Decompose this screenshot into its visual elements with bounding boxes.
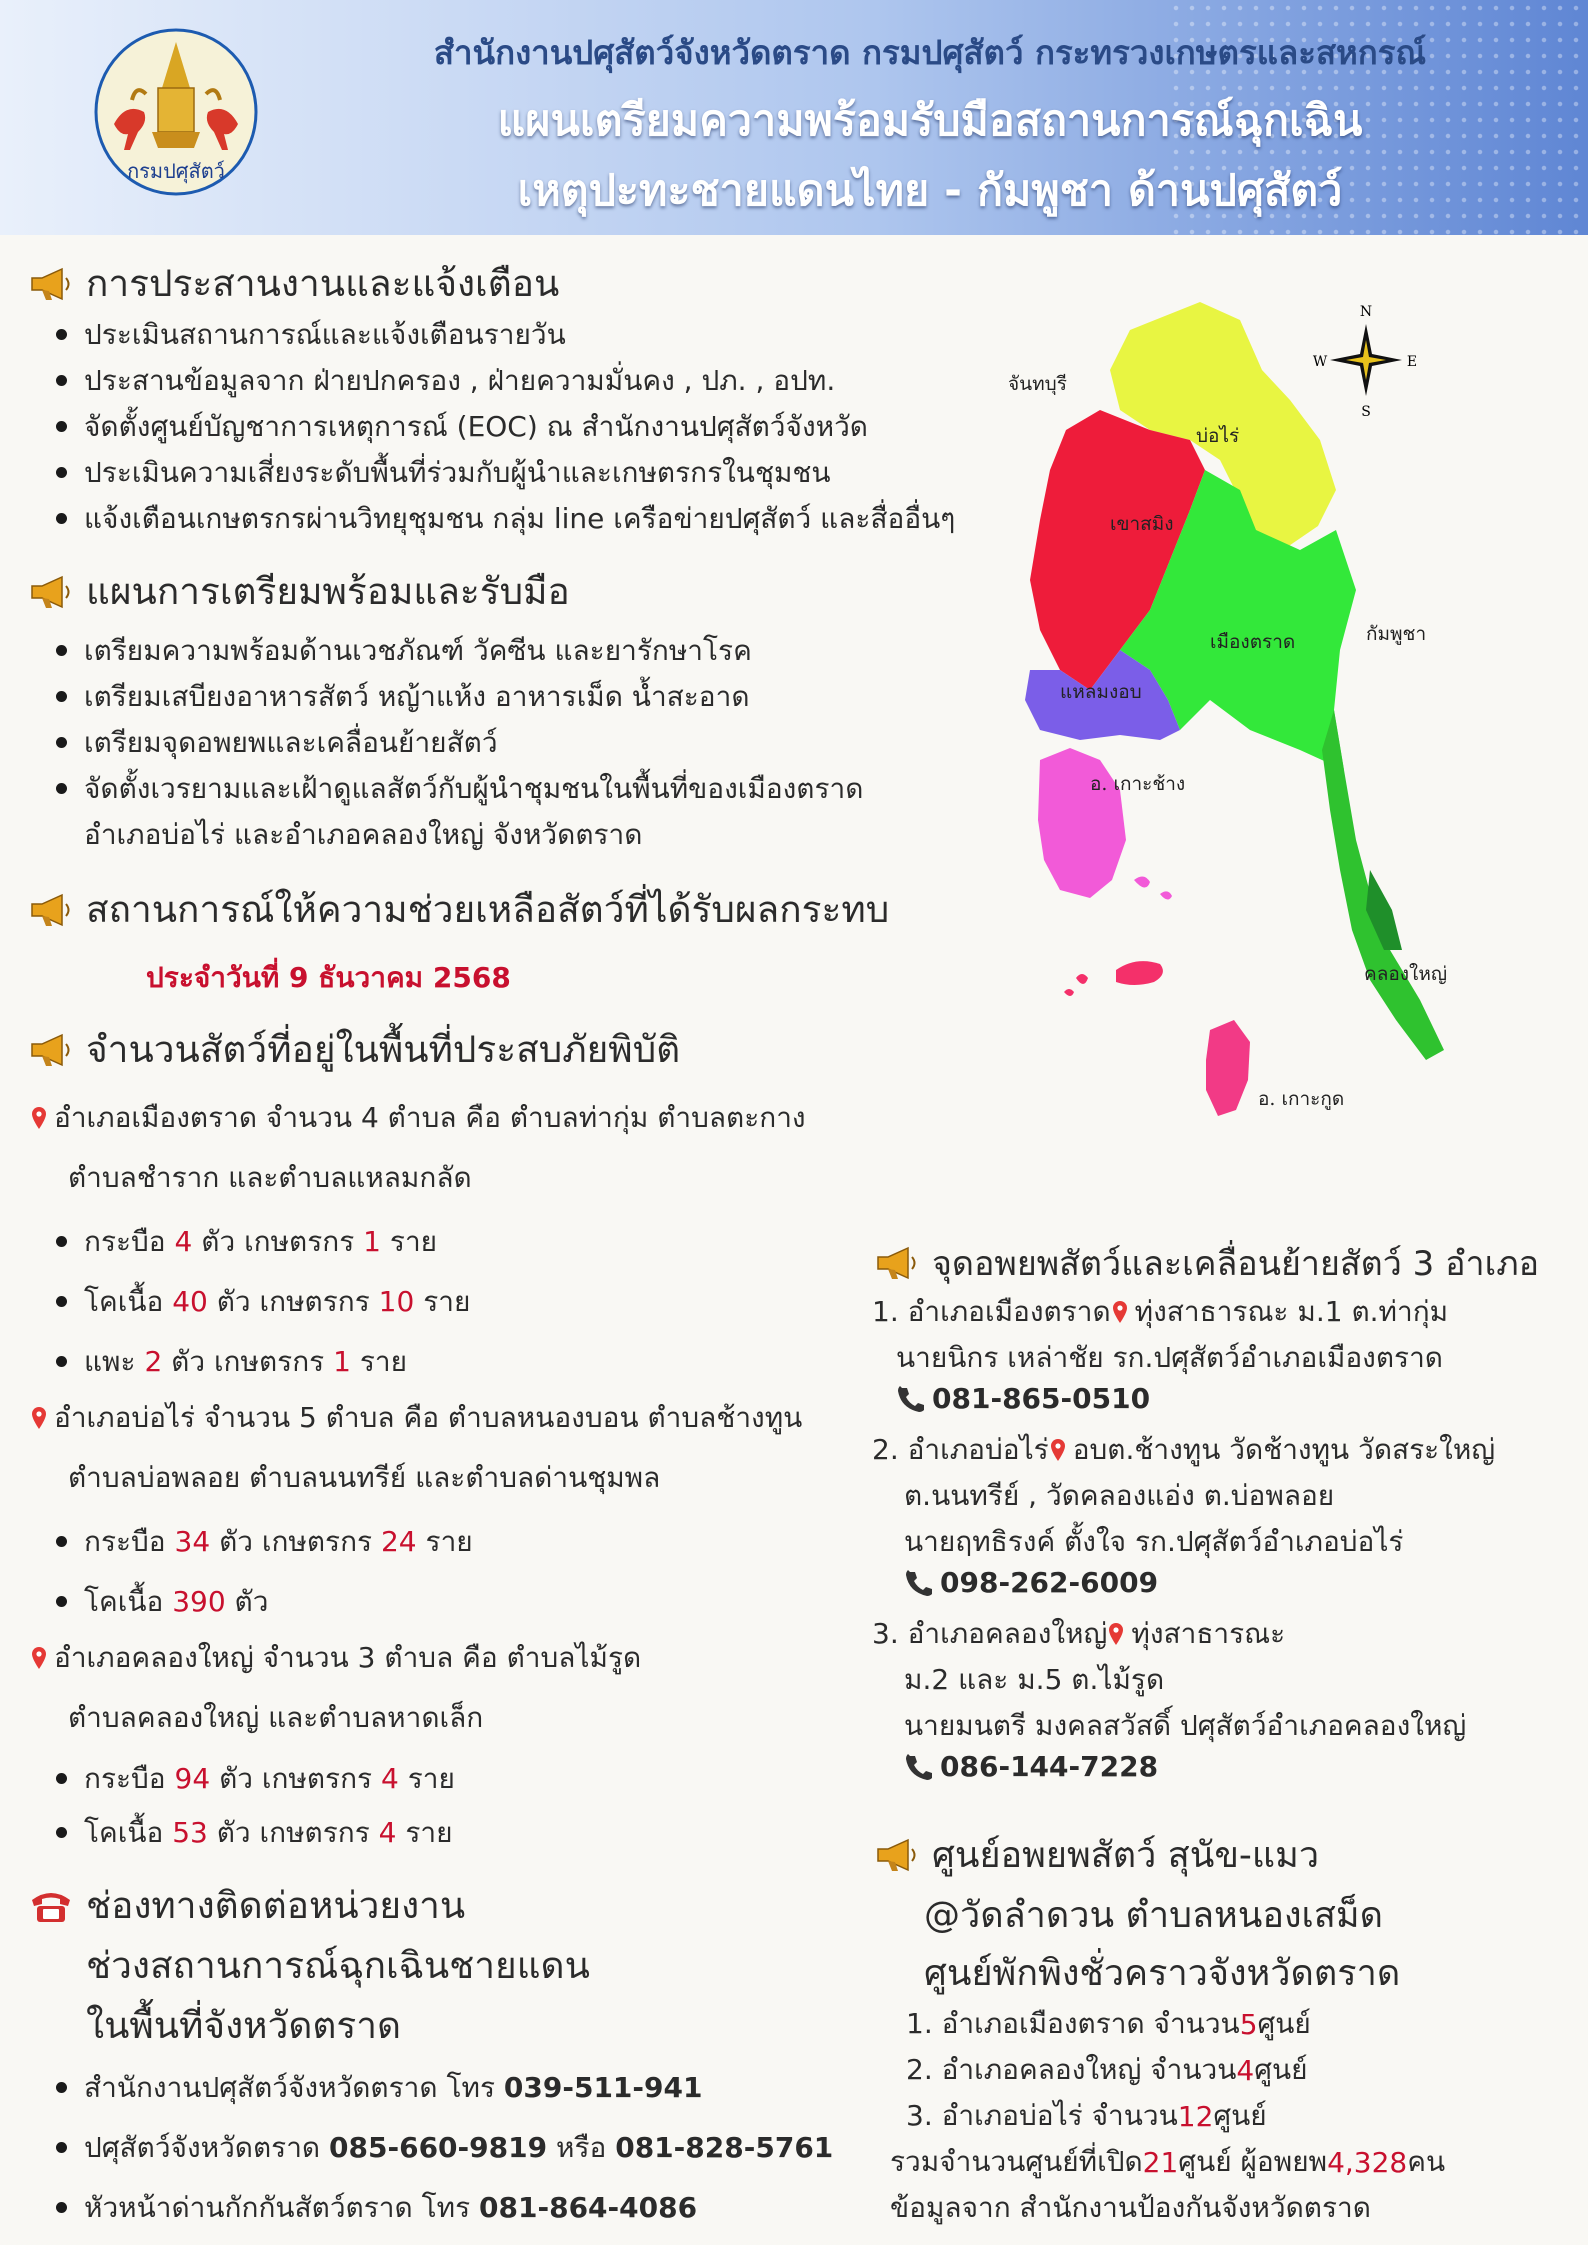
klongyai-district-line xyxy=(30,1636,641,1680)
svg-text:E: E xyxy=(1406,354,1418,370)
phone-number[interactable]: 098-262-6009 xyxy=(940,1566,1159,1599)
mueang-animal-list xyxy=(50,1212,470,1392)
map-pin-icon xyxy=(30,1106,48,1130)
data-source: ข้อมูลจาก สำนักงานป้องกันจังหวัดตราด xyxy=(890,2191,1371,2224)
evac-point-3-line2: ม.2 และ ม.5 ต.ไม้รูด xyxy=(904,1663,1165,1696)
coordination-title: การประสานงานและแจ้งเตือน xyxy=(86,262,560,305)
list-item: แพะ 2 ตัว เกษตรกร 1 ราย xyxy=(50,1332,470,1392)
map-pin-icon xyxy=(30,1646,48,1670)
phone-icon xyxy=(904,1569,932,1597)
map-region-kochang xyxy=(1038,748,1126,898)
contacts-heading xyxy=(28,1876,465,1935)
pet-center-row: 1. อำเภอเมืองตราด จำนวน 5 ศูนย์ xyxy=(906,2007,1311,2041)
map-pin-icon xyxy=(30,1406,48,1430)
list-item: แจ้งเตือนเกษตรกรผ่านวิทยุชุมชน กลุ่ม line เครือข่ายปศุสัตว์ และสื่ออื่นๆ xyxy=(50,496,955,542)
list-item: ประเมินสถานการณ์และแจ้งเตือนรายวัน xyxy=(50,312,955,358)
phone-icon xyxy=(904,1753,932,1781)
header-banner xyxy=(0,0,1588,235)
map-label-mueang: เมืองตราด xyxy=(1210,631,1296,653)
phone-number[interactable]: 086-144-7228 xyxy=(940,1750,1159,1783)
list-item: จัดตั้งศูนย์บัญชาการเหตุการณ์ (EOC) ณ สำนักงานปศุสัตว์จังหวัด xyxy=(50,404,955,450)
borai-line-2: ตำบลบ่อพลอย ตำบลนนทรีย์ และตำบลด่านชุมพล xyxy=(68,1461,661,1494)
megaphone-icon xyxy=(28,574,74,610)
compass-rose-icon xyxy=(1313,304,1417,420)
contact-phone[interactable]: 039-511-941 xyxy=(503,2071,703,2104)
map-pin-icon xyxy=(1049,1438,1067,1462)
pet-center-total: รวมจำนวนศูนย์ที่เปิด 21 ศูนย์ ผู้อพยพ 4,328 คน xyxy=(890,2145,1446,2179)
svg-text:N: N xyxy=(1359,304,1373,320)
coordination-list xyxy=(50,312,955,542)
megaphone-icon xyxy=(874,1245,920,1281)
map-label-laemngop: แหลมงอบ xyxy=(1060,681,1142,703)
preparedness-heading xyxy=(28,562,570,621)
mueang-line-2: ตำบลชำราก และตำบลแหลมกลัด xyxy=(68,1161,472,1194)
map-island xyxy=(1160,891,1172,899)
list-item: โคเนื้อ 53 ตัว เกษตรกร 4 ราย xyxy=(50,1806,455,1860)
list-item: โคเนื้อ 40 ตัว เกษตรกร 10 ราย xyxy=(50,1272,470,1332)
contact-phone[interactable]: 085-660-9819 xyxy=(329,2131,548,2164)
megaphone-icon xyxy=(28,892,74,928)
pet-center-title-3: ศูนย์พักพิงชั่วคราวจังหวัดตราด xyxy=(924,1953,1401,1994)
evac-point-2: 2. อำเภอบ่อไร่ อบต.ช้างทูน วัดช้างทูน วัดสระใหญ่ xyxy=(872,1433,1496,1466)
evac-point-3-officer: นายมนตรี มงคลสวัสดิ์ ปศุสัตว์อำเภอคลองใหญ่ xyxy=(904,1709,1467,1742)
klongyai-line-1: อำเภอคลองใหญ่ จำนวน 3 ตำบล คือ ตำบลไม้รูด xyxy=(54,1641,642,1674)
situation-heading xyxy=(28,880,889,939)
header-title-1: แผนเตรียมความพร้อมรับมือสถานการณ์ฉุกเฉิน xyxy=(497,96,1363,146)
phone-icon xyxy=(896,1385,924,1413)
evac-heading xyxy=(874,1236,1539,1290)
report-date: ประจำวันที่ 9 ธันวาคม 2568 xyxy=(146,961,511,994)
evac-point-3-phone xyxy=(904,1750,1158,1783)
megaphone-icon xyxy=(874,1837,920,1873)
contacts-title-2: ช่วงสถานการณ์ฉุกเฉินชายแดน xyxy=(86,1944,590,1987)
list-item: โคเนื้อ 390 ตัว xyxy=(50,1572,473,1632)
evac-point-1-officer: นายนิกร เหล่าชัย รก.ปศุสัตว์อำเภอเมืองตราด xyxy=(896,1341,1443,1374)
list-item: เตรียมเสบียงอาหารสัตว์ หญ้าแห้ง อาหารเม็ด น้ำสะอาด xyxy=(50,674,863,720)
borai-animal-list xyxy=(50,1512,473,1632)
animals-title: จำนวนสัตว์ที่อยู่ในพื้นที่ประสบภัยพิบัติ xyxy=(86,1028,681,1071)
contacts-list xyxy=(50,2058,833,2238)
header-org: สำนักงานปศุสัตว์จังหวัดตราด กรมปศุสัตว์ กระทรวงเกษตรและสหกรณ์ xyxy=(433,33,1427,72)
borai-line-1: อำเภอบ่อไร่ จำนวน 5 ตำบล คือ ตำบลหนองบอน ตำบลช้างทูน xyxy=(54,1401,803,1434)
list-item: กระบือ 34 ตัว เกษตรกร 24 ราย xyxy=(50,1512,473,1572)
map-label-kokood: อ. เกาะกูด xyxy=(1258,1088,1345,1110)
pet-center-row: 2. อำเภอคลองใหญ่ จำนวน 4 ศูนย์ xyxy=(906,2053,1308,2087)
situation-title: สถานการณ์ให้ความช่วยเหลือสัตว์ที่ได้รับผลกระทบ xyxy=(86,888,890,931)
header-title-2: เหตุปะทะชายแดนไทย - กัมพูชา ด้านปศุสัตว์ xyxy=(517,166,1343,216)
department-seal-icon xyxy=(92,28,260,198)
pet-center-heading xyxy=(874,1826,1319,1883)
evac-point-2-line2: ต.นนทรีย์ , วัดคลองแอ่ง ต.บ่อพลอย xyxy=(904,1479,1335,1512)
contacts-title-1: ช่องทางติดต่อหน่วยงาน xyxy=(86,1884,466,1927)
preparedness-list xyxy=(50,628,863,858)
evac-point-3: 3. อำเภอคลองใหญ่ ทุ่งสาธารณะ xyxy=(872,1617,1286,1650)
list-item: เตรียมความพร้อมด้านเวชภัณฑ์ วัคซีน และยารักษาโรค xyxy=(50,628,863,674)
telephone-icon xyxy=(28,1888,74,1924)
map-region-kokood xyxy=(1206,1020,1250,1116)
animals-heading xyxy=(28,1020,680,1079)
list-item: กระบือ 94 ตัว เกษตรกร 4 ราย xyxy=(50,1752,455,1806)
svg-text:W: W xyxy=(1312,354,1328,370)
map-island xyxy=(1076,974,1088,984)
mueang-district-line xyxy=(30,1096,806,1140)
map-island xyxy=(1064,989,1074,996)
preparedness-title: แผนการเตรียมพร้อมและรับมือ xyxy=(86,570,570,613)
list-item: ประสานข้อมูลจาก ฝ่ายปกครอง , ฝ่ายความมั่นคง , ปภ. , อปท. xyxy=(50,358,955,404)
klongyai-animal-list xyxy=(50,1752,455,1860)
klongyai-line-2: ตำบลคลองใหญ่ และตำบลหาดเล็ก xyxy=(68,1701,484,1734)
contacts-title-3: ในพื้นที่จังหวัดตราด xyxy=(86,2004,402,2047)
megaphone-icon xyxy=(28,266,74,302)
list-item: ประเมินความเสี่ยงระดับพื้นที่ร่วมกับผู้นำและเกษตรกรในชุมชน xyxy=(50,450,955,496)
coordination-heading xyxy=(28,254,559,313)
map-label-klongyai: คลองใหญ่ xyxy=(1364,963,1448,985)
map-label-kochang: อ. เกาะช้าง xyxy=(1090,773,1186,795)
pet-center-title-2: @วัดลำดวน ตำบลหนองเสม็ด xyxy=(924,1895,1383,1936)
mueang-line-1: อำเภอเมืองตราด จำนวน 4 ตำบล คือ ตำบลท่ากุ่ม ตำบลตะกาง xyxy=(54,1101,806,1134)
evac-title: จุดอพยพสัตว์และเคลื่อนย้ายสัตว์ 3 อำเภอ xyxy=(932,1244,1540,1284)
borai-district-line xyxy=(30,1396,802,1440)
evac-point-2-officer: นายฤทธิรงค์ ตั้งใจ รก.ปศุสัตว์อำเภอบ่อไร่ xyxy=(904,1525,1404,1558)
contact-phone-alt[interactable]: 081-828-5761 xyxy=(615,2131,834,2164)
contact-item: สำนักงานปศุสัตว์จังหวัดตราด โทร 039-511-941 xyxy=(50,2058,833,2118)
map-pin-icon xyxy=(1111,1300,1129,1324)
trat-province-map xyxy=(1000,290,1560,1120)
map-island xyxy=(1116,961,1163,985)
evac-point-1: 1. อำเภอเมืองตราด ทุ่งสาธารณะ ม.1 ต.ท่ากุ่ม xyxy=(872,1295,1449,1328)
map-pin-icon xyxy=(1107,1622,1125,1646)
evac-point-2-phone xyxy=(904,1566,1158,1599)
contact-item: หัวหน้าด่านกักกันสัตว์ตราด โทร 081-864-4086 xyxy=(50,2178,833,2238)
list-item-continuation: อำเภอบ่อไร่ และอำเภอคลองใหญ่ จังหวัดตราด xyxy=(84,818,643,851)
pet-center-row: 3. อำเภอบ่อไร่ จำนวน 12 ศูนย์ xyxy=(906,2099,1267,2133)
svg-text:S: S xyxy=(1361,404,1371,420)
list-item: กระบือ 4 ตัว เกษตรกร 1 ราย xyxy=(50,1212,470,1272)
phone-number[interactable]: 081-865-0510 xyxy=(932,1382,1151,1415)
map-label-borai: บ่อไร่ xyxy=(1196,425,1240,447)
megaphone-icon xyxy=(28,1032,74,1068)
map-label-khaosaming: เขาสมิง xyxy=(1110,513,1174,535)
map-island xyxy=(1134,876,1150,887)
map-label-chanthaburi: จันทบุรี xyxy=(1008,373,1067,395)
contact-phone[interactable]: 081-864-4086 xyxy=(479,2191,698,2224)
map-region-klongyai xyxy=(1322,710,1444,1060)
seal-text: กรมปศุสัตว์ xyxy=(127,159,225,183)
contact-item: ปศุสัตว์จังหวัดตราด 085-660-9819 หรือ 081-828-5761 xyxy=(50,2118,833,2178)
pet-center-title-1: ศูนย์อพยพสัตว์ สุนัข-แมว xyxy=(932,1835,1320,1876)
list-item: จัดตั้งเวรยามและเฝ้าดูแลสัตว์กับผู้นำชุมชนในพื้นที่ของเมืองตราด xyxy=(50,766,863,812)
evac-point-1-phone xyxy=(896,1382,1150,1415)
list-item: เตรียมจุดอพยพและเคลื่อนย้ายสัตว์ xyxy=(50,720,863,766)
map-label-cambodia: กัมพูชา xyxy=(1366,623,1427,645)
